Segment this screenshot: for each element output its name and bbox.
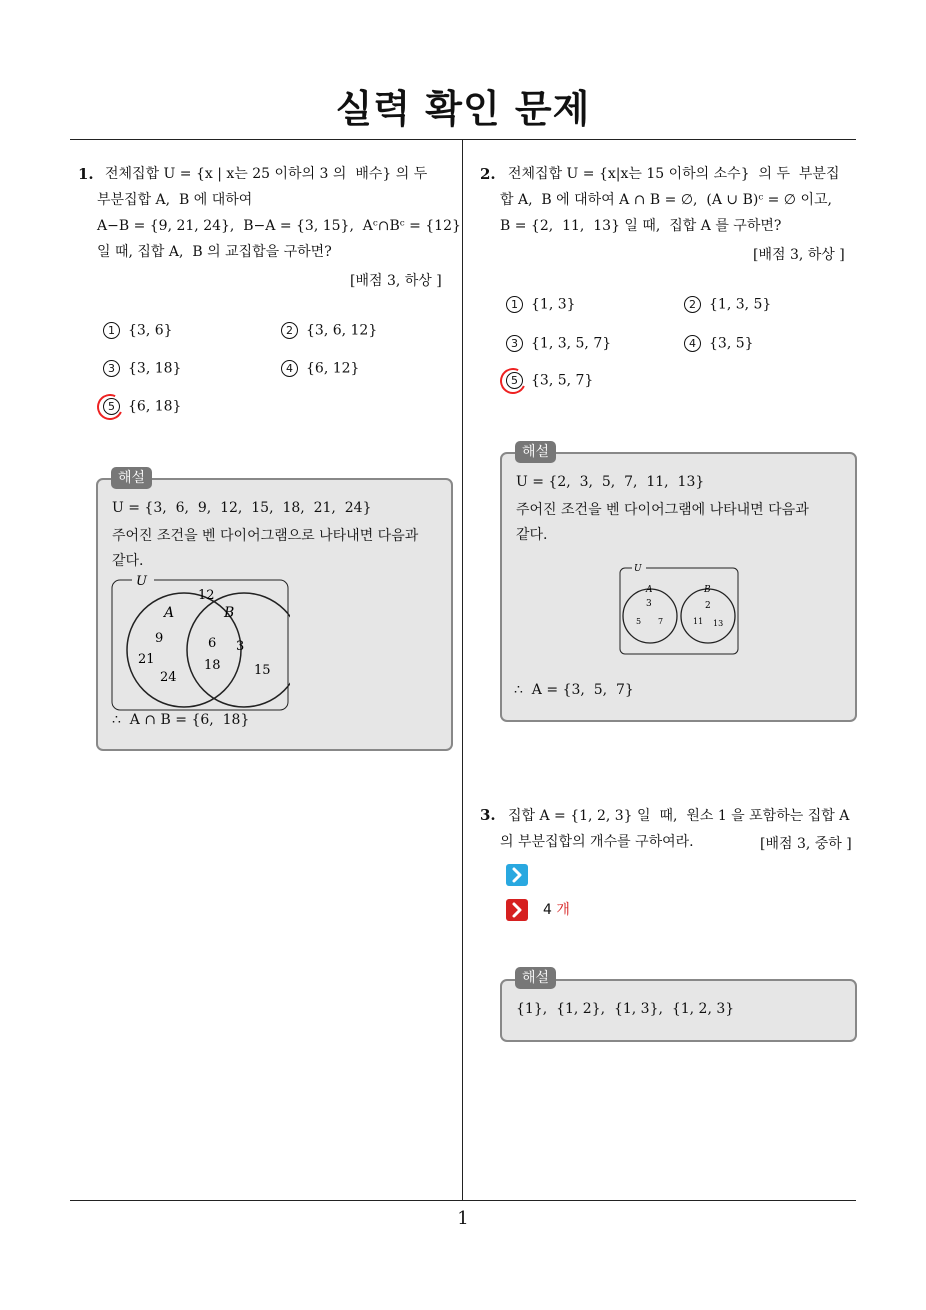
choice-text: {6, 18} — [128, 398, 182, 415]
q1-line: 부분집합 A, B 에 대하여 — [97, 192, 253, 208]
set-b-label: B — [704, 585, 711, 595]
choice-number: 3 — [506, 335, 523, 352]
q1-choice-1[interactable] — [103, 322, 173, 339]
choice-text: {3, 5, 7} — [531, 372, 594, 389]
q1-venn-diagram — [110, 572, 290, 712]
choice-text: {6, 12} — [306, 360, 360, 377]
chevron-right-icon[interactable] — [506, 899, 528, 921]
universe-label: U — [136, 574, 147, 589]
choice-number: 1 — [103, 322, 120, 339]
choice-number: 4 — [684, 335, 701, 352]
choice-number: 2 — [684, 296, 701, 313]
both-element: 6 — [208, 636, 217, 651]
choice-text: {1, 3} — [531, 296, 576, 313]
q1-choice-2[interactable] — [281, 322, 377, 339]
q1-text — [97, 161, 461, 265]
q3-solution-tag: 해설 — [515, 967, 556, 989]
q1-choice-4[interactable] — [281, 360, 359, 377]
choice-number: 5 — [103, 398, 120, 415]
q2-score: [배점 3, 하상 ] — [753, 247, 845, 263]
a-only-element: 21 — [138, 652, 155, 667]
q2-line: B = {2, 11, 13} 일 때, 집합 A 를 구하면? — [500, 218, 782, 234]
q2-solution-box — [500, 452, 857, 722]
q2-solution-conclusion: ∴ A = {3, 5, 7} — [514, 682, 634, 698]
q1-line: 전체집합 U = {x | x는 25 이하의 3 의 배수} 의 두 — [105, 166, 428, 182]
set-b-label: B — [224, 605, 235, 621]
q1-line: 일 때, 집합 A, B 의 교집합을 구하면? — [97, 244, 332, 260]
b-element: 13 — [713, 619, 724, 628]
q2-line: 전체집합 U = {x|x는 15 이하의 소수} 의 두 부분집 — [508, 166, 840, 182]
q2-choice-4[interactable] — [684, 335, 754, 352]
choice-number: 4 — [281, 360, 298, 377]
choice-number: 5 — [506, 372, 523, 389]
q2-solution-tag: 해설 — [515, 441, 556, 463]
page-title: 실력 확인 문제 — [335, 87, 591, 131]
q2-text — [500, 161, 839, 239]
q3-line: 집합 A = {1, 2, 3} 일 때, 원소 1 을 포함하는 집합 A — [508, 808, 850, 824]
b-only-element: 3 — [236, 639, 245, 654]
b-element: 11 — [693, 617, 704, 626]
both-element: 18 — [204, 658, 221, 673]
q3-solution-box — [500, 979, 857, 1042]
q1-number: 1. — [78, 165, 94, 183]
bottom-rule — [70, 1200, 856, 1201]
q2-choice-2[interactable] — [684, 296, 771, 313]
universe-label: U — [634, 564, 642, 574]
q1-solution-tag: 해설 — [111, 467, 152, 489]
q2-line: 합 A, B 에 대하여 A ∩ B = ∅, (A ∪ B)ᶜ = ∅ 이고, — [500, 192, 832, 208]
q3-answer-unit: 개 — [556, 902, 570, 918]
q1-solution-line: 같다. — [112, 553, 144, 569]
q1-solution-conclusion: ∴ A ∩ B = {6, 18} — [112, 712, 250, 728]
choice-text: {3, 5} — [709, 335, 754, 352]
page-number: 1 — [457, 1208, 469, 1229]
top-rule — [70, 139, 856, 140]
q2-solution-line: 같다. — [516, 527, 548, 543]
q1-score: [배점 3, 하상 ] — [350, 273, 442, 289]
q1-solution-line: U = {3, 6, 9, 12, 15, 18, 21, 24} — [112, 500, 372, 516]
a-only-element: 24 — [160, 670, 177, 685]
set-b-circle — [681, 589, 735, 643]
q3-answer — [543, 899, 570, 919]
q3-solution-text: {1}, {1, 2}, {1, 3}, {1, 2, 3} — [516, 1001, 735, 1017]
q3-answer-number: 4 — [543, 902, 552, 918]
q2-choice-3[interactable] — [506, 335, 611, 352]
choice-text: {3, 18} — [128, 360, 182, 377]
q2-selected-mark — [496, 364, 529, 397]
choice-number: 2 — [281, 322, 298, 339]
q2-solution-line: 주어진 조건을 벤 다이어그램에 나타내면 다음과 — [516, 502, 809, 518]
q2-solution-line: U = {2, 3, 5, 7, 11, 13} — [516, 474, 705, 490]
a-element: 7 — [658, 617, 664, 626]
q1-line: A−B = {9, 21, 24}, B−A = {3, 15}, Aᶜ∩Bᶜ = {12} — [97, 218, 461, 234]
a-only-element: 9 — [155, 631, 164, 646]
choice-text: {3, 6, 12} — [306, 322, 378, 339]
column-divider — [462, 140, 463, 1201]
q1-solution-box — [96, 478, 453, 751]
q2-venn-diagram — [618, 562, 740, 656]
choice-text: {1, 3, 5, 7} — [531, 335, 612, 352]
choice-number: 1 — [506, 296, 523, 313]
outside-element: 12 — [198, 588, 215, 603]
q2-number: 2. — [480, 165, 496, 183]
q3-number: 3. — [480, 806, 496, 824]
q1-solution-line: 주어진 조건을 벤 다이어그램으로 나타내면 다음과 — [112, 528, 419, 544]
chevron-right-icon[interactable] — [506, 864, 528, 886]
universe-rect — [620, 568, 738, 654]
q1-choice-3[interactable] — [103, 360, 181, 377]
q2-choice-1[interactable] — [506, 296, 576, 313]
choice-text: {1, 3, 5} — [709, 296, 772, 313]
q1-selected-mark — [93, 390, 126, 423]
set-a-label: A — [164, 605, 175, 621]
q3-line: 의 부분집합의 개수를 구하여라. — [500, 834, 694, 850]
a-element: 3 — [646, 599, 652, 609]
b-only-element: 15 — [254, 663, 271, 678]
set-a-label: A — [646, 585, 653, 595]
choice-number: 3 — [103, 360, 120, 377]
q3-score: [배점 3, 중하 ] — [760, 836, 852, 852]
set-a-circle — [623, 589, 677, 643]
choice-text: {3, 6} — [128, 322, 173, 339]
b-element: 2 — [705, 601, 711, 611]
a-element: 5 — [636, 617, 642, 626]
